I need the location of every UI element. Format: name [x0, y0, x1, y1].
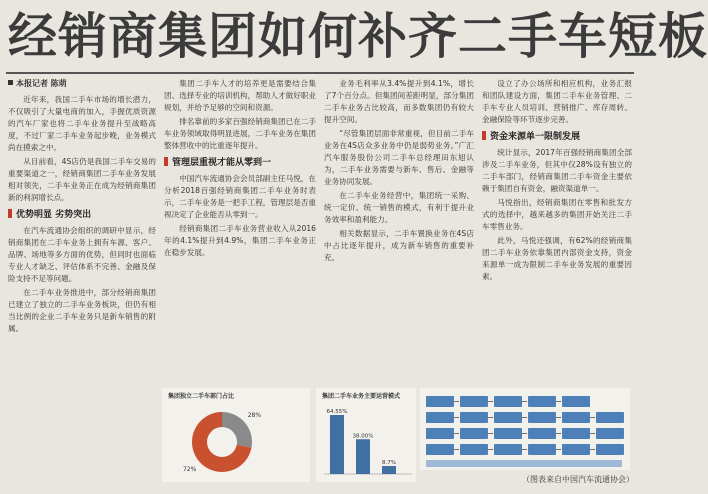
subhead-bar-icon [482, 131, 486, 140]
flow-step-box [494, 396, 522, 407]
figure-caption: （图表来自中国汽车流通协会） [522, 475, 634, 484]
flow-step-box [494, 428, 522, 439]
flow-step-box [528, 444, 556, 455]
subhead-text: 管理层重视才能从零到一 [172, 158, 272, 168]
bar-value-label: 8.7% [382, 460, 396, 467]
bar [382, 466, 396, 474]
subhead [482, 131, 632, 143]
flow-step-box [426, 396, 454, 407]
bar [330, 415, 344, 474]
flow-step-box [460, 428, 488, 439]
bar [356, 439, 370, 474]
paragraph: 设立了办公场所和相应机构，业务汇报和团队建设方面，集团二手车业务管理、二手车专业人员培训、营销推广、库存周转、金融保险等环节逐步完善。 [482, 79, 632, 124]
flow-step-box [562, 428, 590, 439]
headline-rule [6, 72, 634, 74]
bar-chart [316, 388, 416, 482]
paragraph: 统计显示，2017年百强经销商集团全部涉及二手车业务，但其中仅28%设有独立的二手车部门，经销商集团二手车资金主要依赖于集团自有资金，融资渠道单一。 [482, 148, 632, 193]
paragraph: 马悦指出，经销商集团在零售和批发方式的选择中，越来越多的集团开始关注二手车零售业务。 [482, 198, 632, 231]
flow-step-box [596, 412, 624, 423]
bar-chart-panel [316, 388, 416, 482]
paragraph: “尽管集团层面非常重视，但目前二手车业务在4S店众多业务中仍是弱势业务。”广汇汽车服务股份公司二手车总经理田东旭认为，二手车业务需要与新车、售后、金融等业务协同发展。 [324, 129, 474, 186]
paragraph: 在二手车业务经营中，集团统一采购、统一定价、统一销售的模式，有利于提升业务效率和盈利能力。 [324, 191, 474, 224]
paragraph: 在汽车流通协会组织的调研中显示，经销商集团在二手车业务上拥有车源、客户、品牌、场地等多方面的优势，但同时也面临专业人才缺乏、评估体系不完善、金融及保险支持不足等问题。 [8, 226, 156, 283]
paragraph: 中国汽车流通协会会员部副主任马悦，在分析2018百强经销商集团二手车业务时表示，二手车业务是一把手工程，管理层是否重视决定了企业能否从零到一。 [164, 174, 316, 219]
flow-step-box [460, 396, 488, 407]
subhead-text: 优势明显 劣势突出 [16, 210, 92, 220]
paragraph: 从目前看，4S店仍是我国二手车交易的重要渠道之一，经销商集团二手车业务发展相对领先，二手车业务正在成为经销商集团新的利润增长点。 [8, 157, 156, 202]
subhead-bar-icon [164, 157, 168, 166]
flow-step-box [562, 444, 590, 455]
paragraph: 近年来，我国二手车市场的增长潜力，不仅吸引了大量电商的加入，手握优质资源的汽车厂家也将二手车业务提升至战略高度，不过厂家二手车业务起步晚，业务模式尚在摸索之中。 [8, 95, 156, 152]
flow-step-box [596, 444, 624, 455]
flow-step-box [426, 444, 454, 455]
paragraph: 业务毛利率从3.4%提升到4.1%，增长了7个百分点。但集团间差距明显，部分集团二手车业务占比较高，而多数集团仍有较大提升空间。 [324, 79, 474, 124]
byline [8, 78, 156, 90]
pie-slice-label: 72% [182, 465, 197, 473]
flow-step-box [460, 444, 488, 455]
flow-step-box [528, 428, 556, 439]
flow-step-box [528, 396, 556, 407]
flow-diagram-panel [420, 388, 630, 470]
column-3 [324, 78, 474, 380]
flow-step-box [562, 396, 590, 407]
flow-diagram [420, 388, 630, 470]
pie-chart [162, 388, 310, 482]
byline-text: 本报记者 陈萌 [16, 79, 67, 88]
pie-slice-label: 28% [247, 412, 262, 420]
bar-value-label: 64.55% [326, 408, 348, 415]
flow-step-box [494, 412, 522, 423]
byline-square-icon [8, 80, 13, 85]
subhead-bar-icon [8, 209, 12, 218]
subhead-text: 资金来源单一限制发展 [490, 132, 581, 142]
headline: 经销商集团如何补齐二手车短板 [8, 8, 708, 65]
paragraph: 在二手车业务推进中，部分经销商集团已建立了独立的二手车业务板块，但仍有相当比例的企业二手车业务只是新车销售的附属。 [8, 288, 156, 333]
pie-chart-title: 集团独立二手车部门占比 [168, 393, 235, 400]
pie-chart-panel [162, 388, 310, 482]
bar-chart-title: 集团二手车业务主要运营模式 [322, 393, 401, 400]
bar-value-label: 38.00% [352, 433, 374, 440]
paragraph: 相关数据显示，二手车置换业务在4S店中占比逐年提升，成为新车销售的重要补充。 [324, 229, 474, 262]
paragraph: 排名靠前的多家百强经销商集团已在二手车业务领域取得明显进展，二手车业务在集团整体营收中的比重逐年提升。 [164, 117, 316, 150]
paragraph: 集团二手车人才的培养更是需要结合集团、选择专业的培训机构，帮助人才做好职业规划，并给予足够的空间和资源。 [164, 79, 316, 112]
subhead [8, 209, 156, 221]
subhead [164, 157, 316, 169]
flow-step-box [426, 412, 454, 423]
flow-step-box [596, 428, 624, 439]
paragraph: 此外，马悦还强调，有62%的经销商集团二手车业务依靠集团内部资金支持，资金来源单一成为限制二手车业务发展的重要因素。 [482, 236, 632, 281]
column-1 [8, 78, 156, 486]
flow-step-box [460, 412, 488, 423]
flow-step-box [426, 428, 454, 439]
flow-step-box [562, 412, 590, 423]
flow-step-box [528, 412, 556, 423]
column-2 [164, 78, 316, 380]
paragraph: 经销商集团二手车业务营业收入从2016年的4.1%提升到4.9%，集团二手车业务正在稳步发展。 [164, 224, 316, 257]
flow-step-box [494, 444, 522, 455]
flow-footer-band [426, 460, 622, 467]
